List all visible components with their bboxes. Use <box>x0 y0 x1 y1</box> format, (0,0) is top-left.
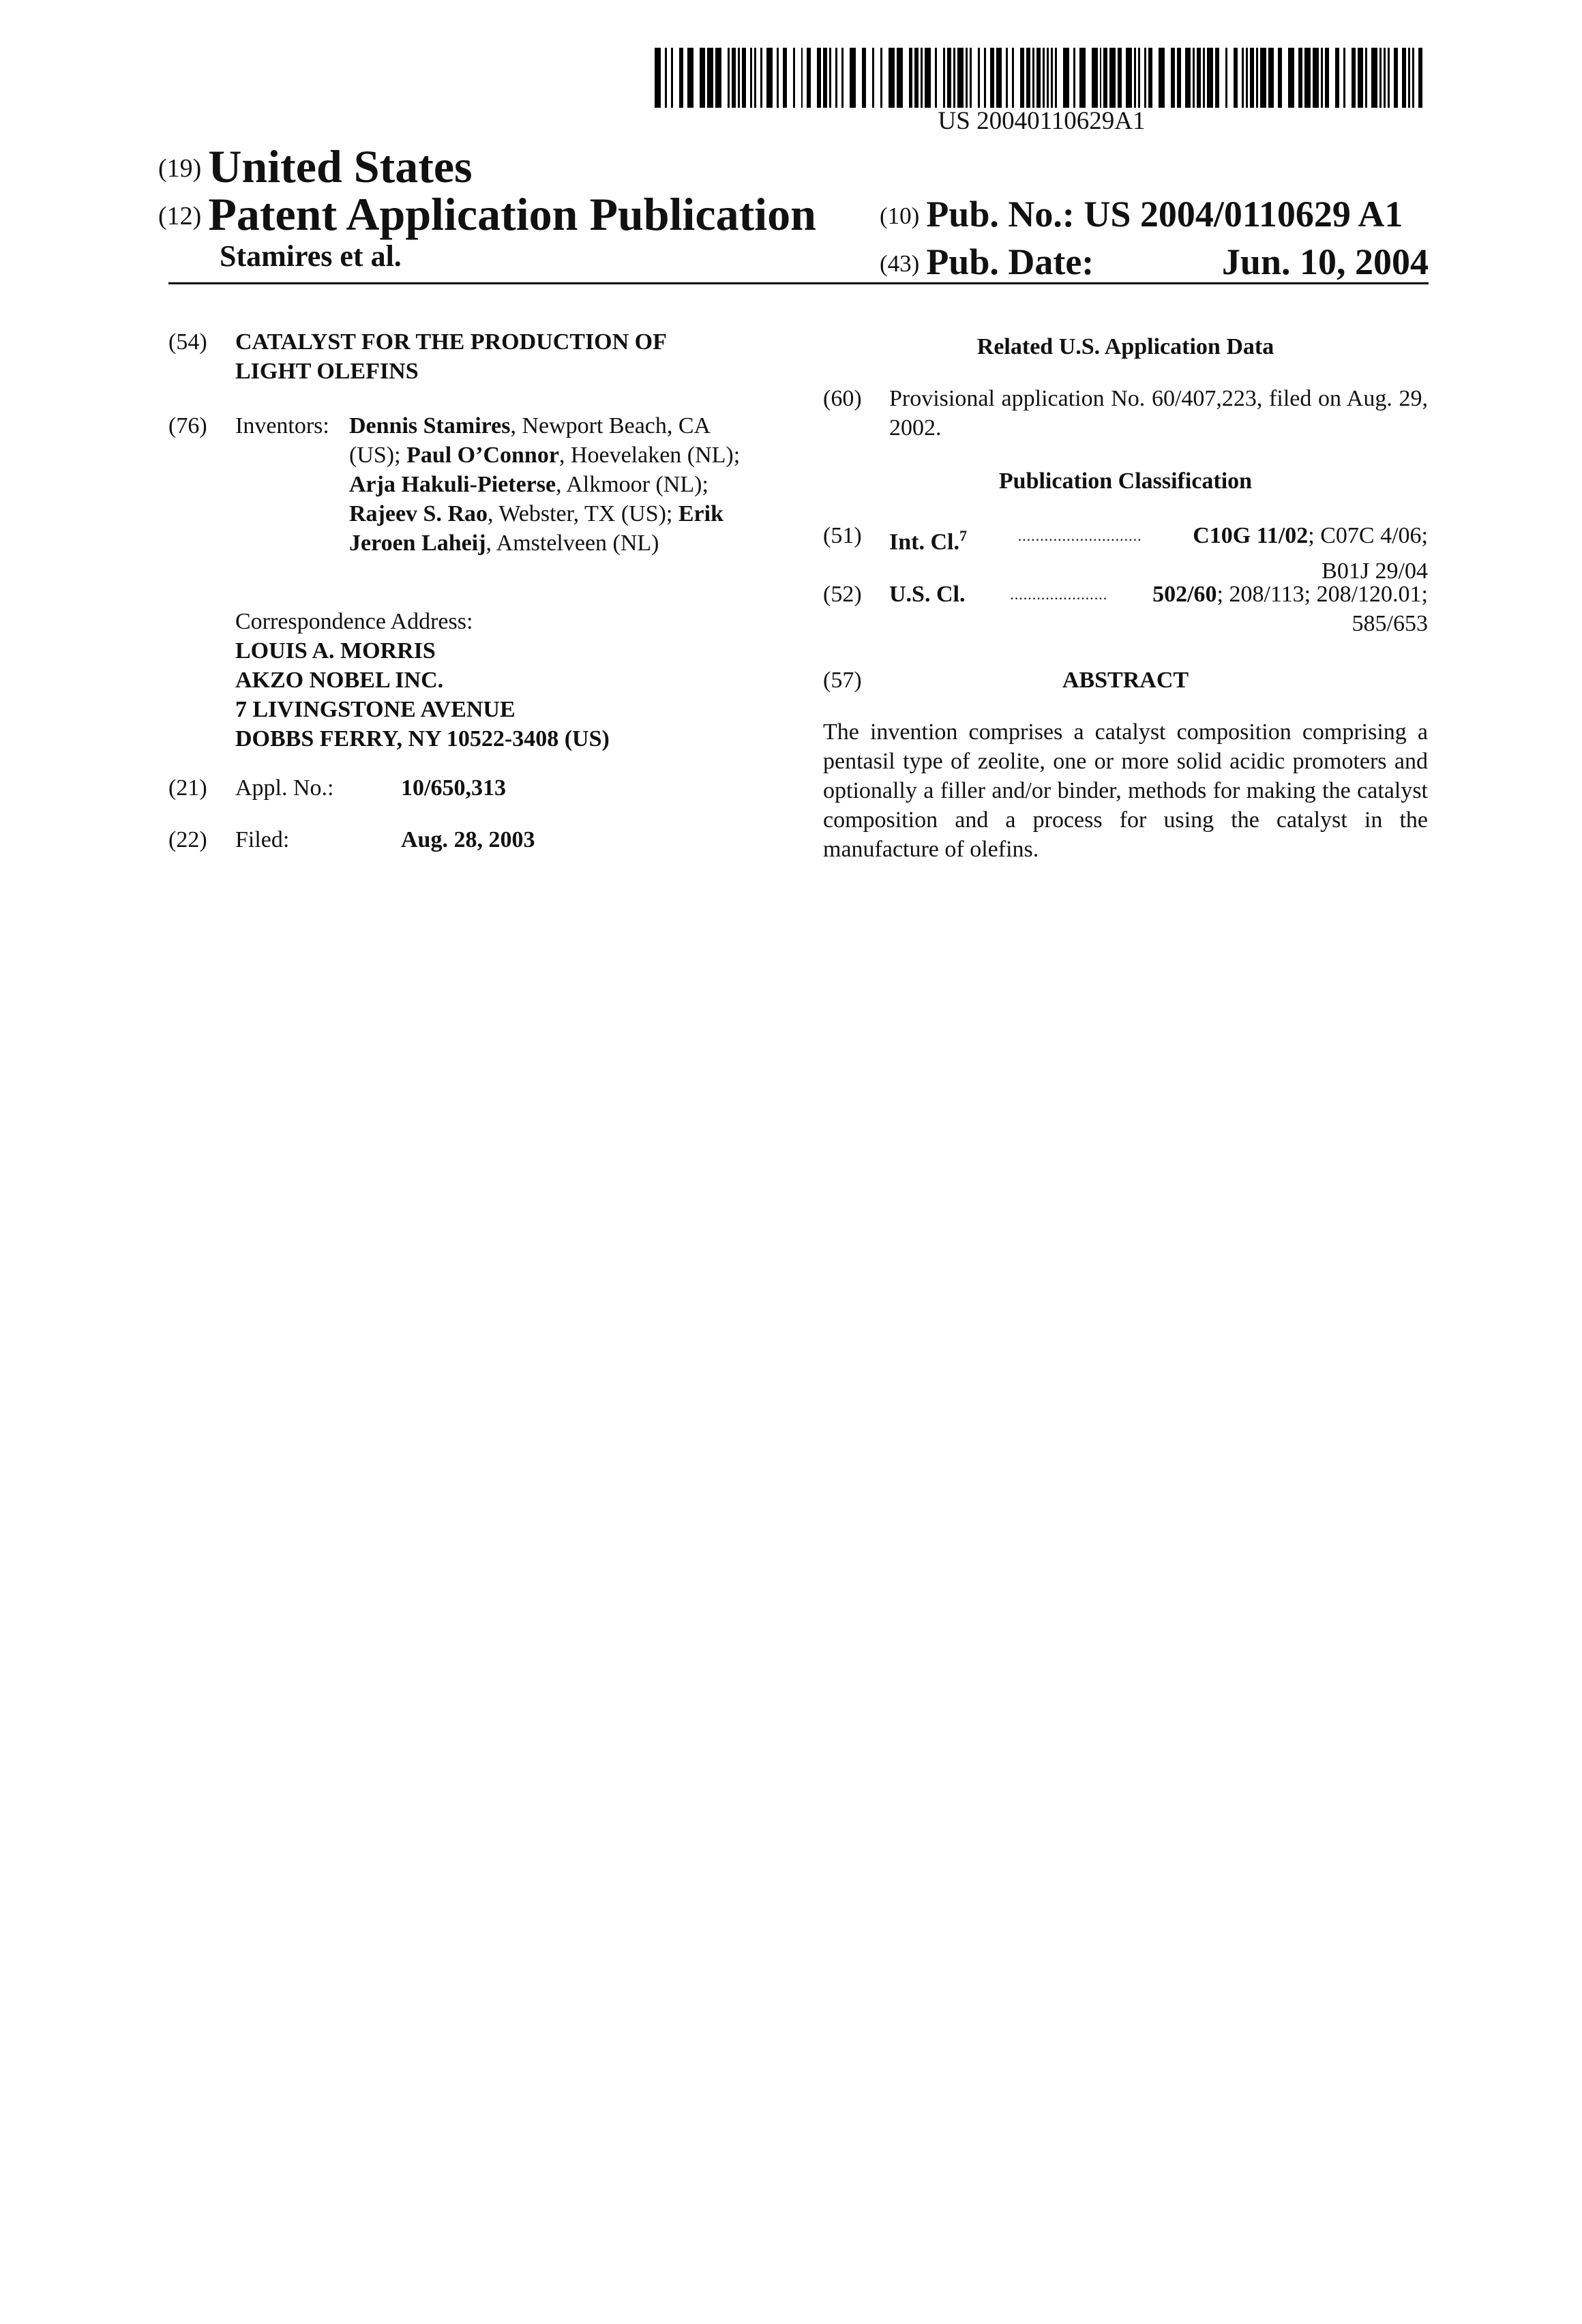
address-line: 7 LIVINGSTONE AVENUE <box>235 697 516 722</box>
correspondence-address <box>235 607 764 754</box>
appl-code: (21) <box>168 775 207 801</box>
barcode-bar <box>1321 48 1323 108</box>
barcode-bar <box>1358 48 1364 108</box>
intcl-primary: C10G 11/02 <box>1193 523 1309 548</box>
barcode-bar <box>1047 48 1049 108</box>
barcode-bar <box>783 48 787 108</box>
barcode-bar <box>1126 48 1132 108</box>
barcode-bar <box>1418 48 1422 108</box>
filed-label: Filed: <box>235 827 290 852</box>
inventor-name: Arja Hakuli-Pieterse <box>349 472 556 497</box>
filed-code: (22) <box>168 827 207 852</box>
title-code: (54) <box>168 329 207 355</box>
filed-date: Aug. 28, 2003 <box>401 827 535 852</box>
barcode-bar <box>728 48 730 108</box>
barcode-bar <box>807 48 811 108</box>
barcode-bar <box>1032 48 1034 108</box>
barcode-bar <box>732 48 736 108</box>
barcode-bar <box>1260 48 1266 108</box>
correspondence-label: Correspondence Address: <box>235 609 473 634</box>
uscl-secondary: ; 208/113; 208/120.01; <box>1217 582 1428 607</box>
inventors-code: (76) <box>168 413 207 438</box>
barcode-bar <box>766 48 773 108</box>
barcode-bar <box>1159 48 1165 108</box>
barcode-bar <box>1215 48 1219 108</box>
barcode-bar <box>801 48 803 108</box>
barcode-bar <box>1118 48 1122 108</box>
barcode-bar <box>1313 48 1319 108</box>
barcode-bar <box>760 48 762 108</box>
barcode-bar <box>1079 48 1086 108</box>
barcode-bar <box>1325 48 1329 108</box>
leader-dots: ...................... <box>1010 586 1108 603</box>
barcode-bar <box>970 48 972 108</box>
barcode-bar <box>1043 48 1045 108</box>
related-data-heading: Related U.S. Application Data <box>976 334 1274 359</box>
barcode-bar <box>1063 48 1069 108</box>
inventors-list <box>349 411 765 558</box>
barcode-bar <box>990 48 994 108</box>
barcode-bar <box>880 48 882 108</box>
address-line: LOUIS A. MORRIS <box>235 638 436 664</box>
barcode-bar <box>1246 48 1248 108</box>
barcode-bar <box>1203 48 1205 108</box>
barcode-bar <box>1412 48 1414 108</box>
barcode-bar <box>700 48 706 108</box>
intcl-label: Int. Cl. <box>889 529 959 555</box>
barcode-bar <box>1234 48 1238 108</box>
barcode-bar <box>777 48 779 108</box>
pub-number-line <box>880 193 1429 235</box>
intcl-code: (51) <box>823 523 862 548</box>
barcode-bar <box>793 48 795 108</box>
barcode-bar <box>1051 48 1053 108</box>
barcode-bar <box>754 48 756 108</box>
barcode-bar <box>978 48 980 108</box>
barcode-bar <box>1379 48 1382 108</box>
barcode-bar <box>742 48 746 108</box>
barcode-bar <box>966 48 968 108</box>
barcode-bar <box>1148 48 1152 108</box>
pub-date: Jun. 10, 2004 <box>1221 241 1429 282</box>
barcode-bar <box>1278 48 1282 108</box>
barcode-bar <box>1268 48 1274 108</box>
type-code: (12) <box>158 202 202 230</box>
barcode-bar <box>1408 48 1410 108</box>
barcode-bar <box>1371 48 1377 108</box>
barcode-bar <box>1100 48 1102 108</box>
barcode-bar <box>850 48 856 108</box>
intcl-secondary: ; C07C 4/06; <box>1308 523 1428 548</box>
barcode-bar <box>1193 48 1195 108</box>
barcode-bar <box>889 48 895 108</box>
barcode-bar <box>957 48 964 108</box>
header-divider <box>168 282 1429 284</box>
provisional-code: (60) <box>823 386 862 411</box>
barcode-bar <box>1352 48 1356 108</box>
barcode-bar <box>984 48 986 108</box>
inventor-name: Paul O’Connor <box>406 443 559 468</box>
barcode-bar <box>1207 48 1213 108</box>
barcode-number: US 20040110629A1 <box>938 107 1146 135</box>
barcode-bar <box>1197 48 1201 108</box>
abstract-code: (57) <box>823 668 862 693</box>
barcode-bar <box>947 48 951 108</box>
barcode-bar <box>707 48 713 108</box>
barcode-bar <box>1402 48 1406 108</box>
barcode-bar <box>1012 48 1014 108</box>
barcode-bar <box>1256 48 1258 108</box>
intcl-edition: 7 <box>959 527 967 544</box>
barcode-bar <box>835 48 837 108</box>
uscl-code: (52) <box>823 582 862 607</box>
title-line: CATALYST FOR THE PRODUCTION OF <box>235 329 667 355</box>
uscl-secondary: 585/653 <box>1352 611 1428 636</box>
barcode-bar <box>1103 48 1107 108</box>
publication-type: Patent Application Publication <box>208 188 816 240</box>
int-classification <box>889 521 1428 586</box>
barcode-bar <box>687 48 693 108</box>
inventor-name: Rajeev S. Rao <box>349 501 488 526</box>
pub-no-label: Pub. No.: <box>926 194 1075 235</box>
inventor-location: , Newport Beach, CA (US); <box>349 413 710 468</box>
address-line: DOBBS FERRY, NY 10522-3408 (US) <box>235 726 610 751</box>
barcode-bar <box>1384 48 1386 108</box>
barcode-bar <box>1144 48 1146 108</box>
barcode-bar <box>921 48 923 108</box>
classification-heading: Publication Classification <box>998 468 1253 494</box>
barcode-bar <box>738 48 740 108</box>
barcode-bar <box>872 48 874 108</box>
country-code: (19) <box>158 154 202 183</box>
barcode-bar <box>1185 48 1191 108</box>
barcode-bar <box>925 48 931 108</box>
provisional-application: Provisional application No. 60/407,223, filed on Aug. 29, 2002. <box>889 386 1428 441</box>
pub-no-code: (10) <box>880 203 920 229</box>
barcode-bar <box>1055 48 1057 108</box>
barcode-bar <box>1171 48 1175 108</box>
barcode-bar <box>1343 48 1345 108</box>
barcode-bar <box>655 48 661 108</box>
barcode-bar <box>1335 48 1339 108</box>
barcode-bar <box>914 48 919 108</box>
abstract-text: The invention comprises a catalyst composition comprising a pentasil type of zeolite, one or more solid acidic promoters and optionally a filler and/or binder, methods for making the catalyst composition and a process for using the catalyst in the manufacture of olefins. <box>823 719 1428 862</box>
barcode-bar <box>1250 48 1254 108</box>
barcode-bar <box>1365 48 1367 108</box>
inventor-location: , Webster, TX (US); <box>488 501 678 526</box>
patent-title <box>235 327 764 386</box>
inventor-location: , Hoevelaken (NL); <box>558 443 741 468</box>
barcode-bar <box>715 48 721 108</box>
pub-no: US 2004/0110629 A1 <box>1084 194 1403 235</box>
barcode-bar <box>1036 48 1041 108</box>
inventor-location: , Alkmoor (NL); <box>556 472 708 497</box>
barcode-bar <box>1288 48 1294 108</box>
barcode-bar <box>1134 48 1136 108</box>
inventors-label: Inventors: <box>235 413 329 438</box>
pub-date-code: (43) <box>880 250 920 277</box>
us-classification <box>889 580 1428 638</box>
country: United States <box>208 140 473 192</box>
barcode-bar <box>1138 48 1140 108</box>
inventor-name: Erik Jeroen Laheij <box>349 501 723 556</box>
barcode-bar <box>1388 48 1390 108</box>
barcode-bar <box>829 48 831 108</box>
barcode-bar <box>1298 48 1302 108</box>
barcode-bar <box>1242 48 1244 108</box>
barcode-bar <box>1304 48 1311 108</box>
barcode-bar <box>1177 48 1181 108</box>
barcode-bar <box>897 48 903 108</box>
barcode-bar <box>817 48 821 108</box>
barcode-bar <box>671 48 673 108</box>
intcl-secondary: B01J 29/04 <box>1322 558 1428 584</box>
inventor-location: , Amstelveen (NL) <box>486 531 659 556</box>
title-line: LIGHT OLEFINS <box>235 359 419 384</box>
barcode-bar <box>1225 48 1227 108</box>
uscl-primary: 502/60 <box>1152 582 1217 607</box>
barcode-bar <box>665 48 667 108</box>
barcode-bar <box>1073 48 1075 108</box>
appl-label: Appl. No.: <box>235 775 334 801</box>
barcode-bar <box>823 48 827 108</box>
pub-date-label: Pub. Date: <box>926 241 1094 282</box>
publication-type-line <box>158 188 816 241</box>
barcode-bar <box>750 48 752 108</box>
inventor-name: Dennis Stamires <box>349 413 511 438</box>
address-line: AKZO NOBEL INC. <box>235 668 444 693</box>
barcode-bar <box>953 48 955 108</box>
barcode-bar <box>935 48 937 108</box>
country-line <box>158 140 473 194</box>
barcode-bar <box>841 48 844 108</box>
barcode-bar <box>1020 48 1024 108</box>
barcode-bar <box>996 48 1002 108</box>
barcode-bar <box>862 48 866 108</box>
barcode-bar <box>943 48 945 108</box>
barcode <box>655 48 1429 108</box>
barcode-bar <box>1394 48 1398 108</box>
barcode-bar <box>1006 48 1008 108</box>
leader-dots: ............................ <box>1017 527 1142 544</box>
barcode-bar <box>909 48 913 108</box>
barcode-bar <box>679 48 683 108</box>
barcode-bar <box>1092 48 1098 108</box>
appl-number: 10/650,313 <box>401 775 506 801</box>
pub-date-line <box>880 241 1429 283</box>
authors: Stamires et al. <box>220 239 402 273</box>
barcode-bar <box>1026 48 1030 108</box>
uscl-label: U.S. Cl. <box>889 582 966 607</box>
abstract-heading: ABSTRACT <box>1062 668 1189 693</box>
barcode-bar <box>1109 48 1116 108</box>
